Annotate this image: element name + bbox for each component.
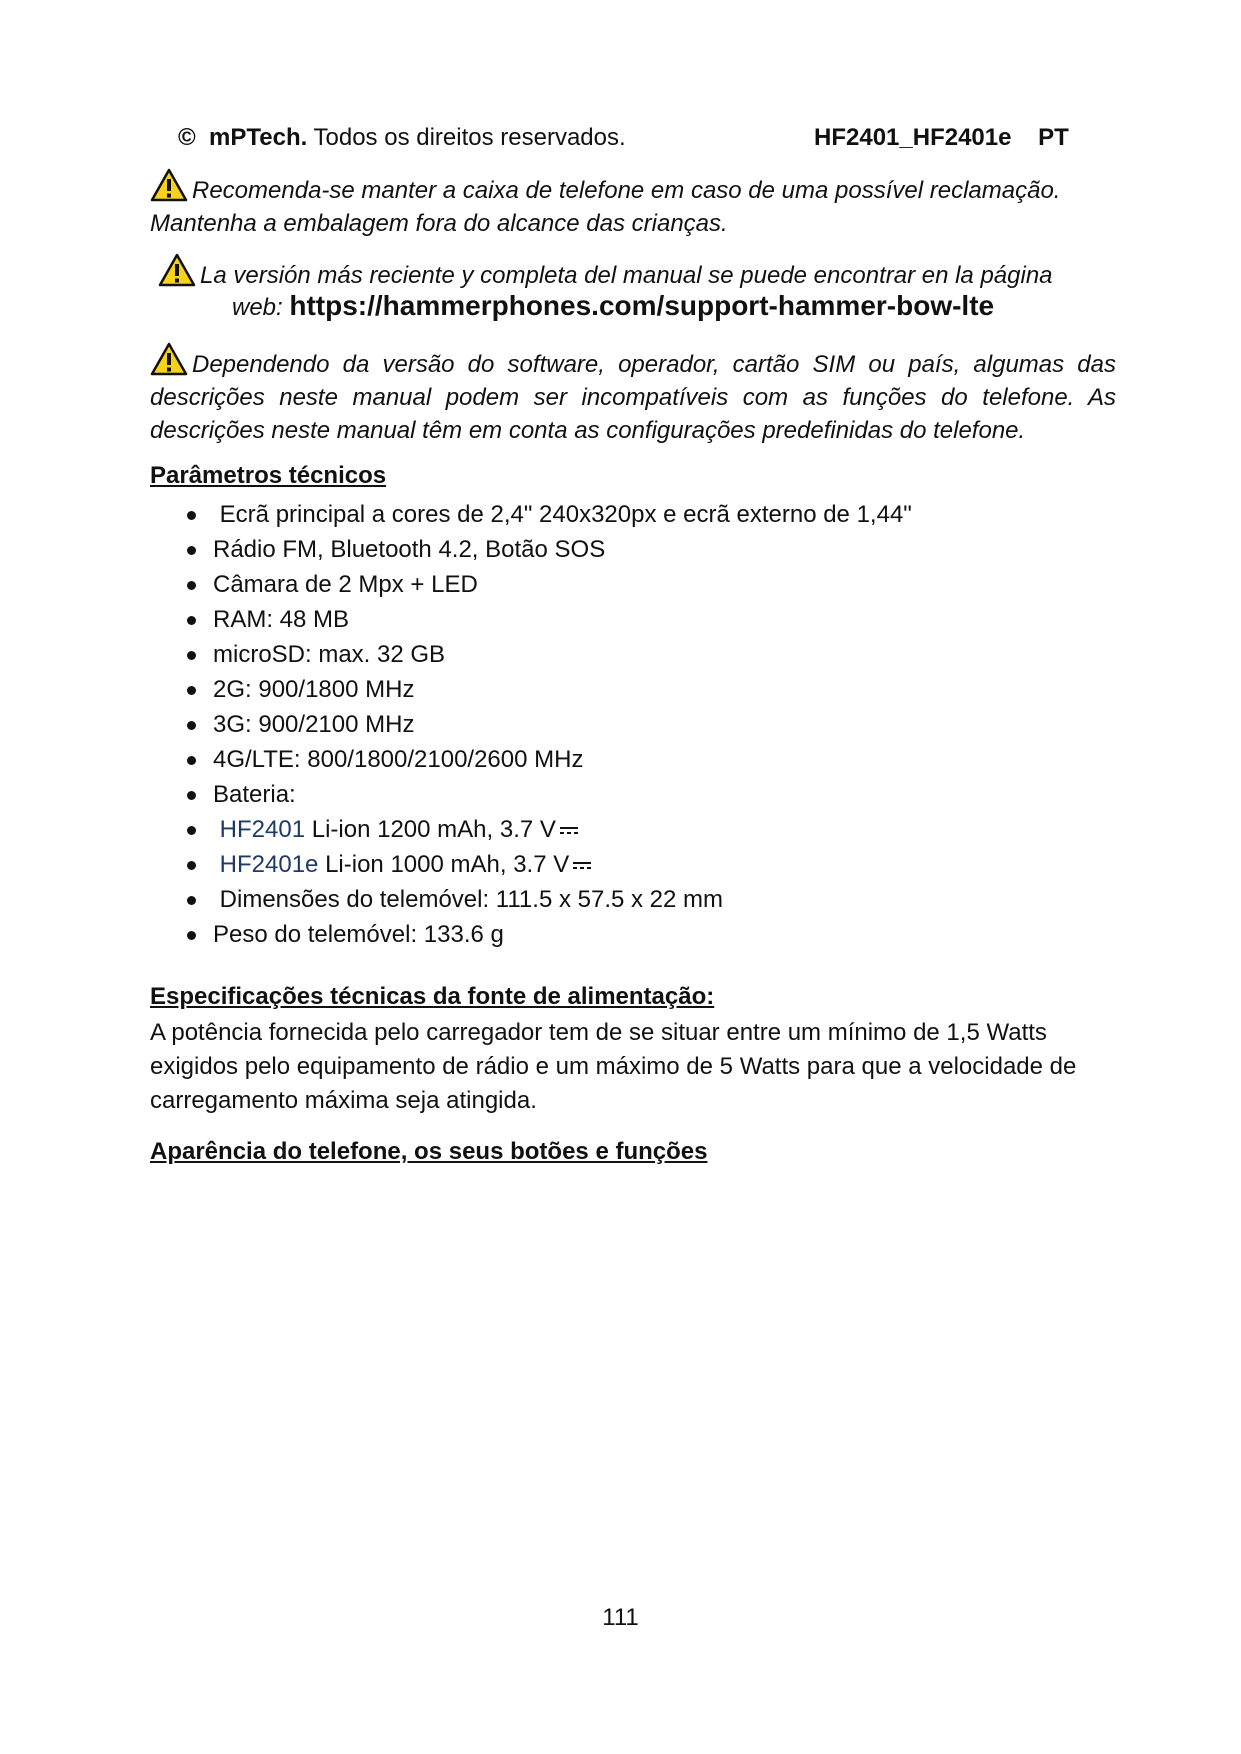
warning-software-text: Dependendo da versão do software, operador, cartão SIM ou país, algumas das descrições neste manual podem ser incompatíveis com as funções do telefone. As descrições neste manual têm em conta as configurações predefinidas do telefone.: [150, 351, 1116, 444]
page-header-left: [178, 124, 626, 152]
battery-model-hf2401: HF2401: [219, 816, 306, 843]
list-item: 4G/LTE: 800/1800/2100/2600 MHz: [185, 742, 912, 777]
bullet-icon: [187, 826, 196, 835]
power-supply-text: A potência fornecida pelo carregador tem de se situar entre um mínimo de 1,5 Watts exigidos pelo equipamento de rádio e um máximo de 5 Watts para que a velocidade de carregamento máxima seja atingida.: [150, 1019, 1077, 1114]
list-item: microSD: max. 32 GB: [185, 637, 912, 672]
bullet-icon: [187, 511, 196, 520]
list-item: Rádio FM, Bluetooth 4.2, Botão SOS: [185, 532, 912, 567]
warning-manual-text: La versión más reciente y completa del manual se puede encontrar en la página: [200, 262, 1053, 289]
bullet-icon: [187, 721, 196, 730]
manual-web-line: [232, 289, 1132, 324]
list-item: Bateria:: [185, 777, 912, 812]
dc-current-icon: [559, 826, 579, 836]
bullet-icon: [187, 931, 196, 940]
battery-spec-hf2401e: Li-ion 1000 mAh, 3.7 V: [325, 851, 570, 878]
bullet-icon: [187, 896, 196, 905]
technical-parameters-heading: Parâmetros técnicos: [150, 462, 387, 489]
warning-packaging: [150, 168, 1118, 240]
bullet-icon: [187, 616, 196, 625]
model-code: HF2401_HF2401e: [814, 124, 1012, 151]
warning-triangle-icon: [150, 342, 188, 376]
bullet-icon: [187, 651, 196, 660]
list-item: 3G: 900/2100 MHz: [185, 707, 912, 742]
warning-triangle-icon: [158, 253, 196, 287]
battery-item-hf2401e: [185, 847, 912, 882]
language-code: PT: [1038, 124, 1069, 151]
web-label: web:: [232, 294, 283, 321]
warning-manual: [158, 253, 1118, 292]
copyright-symbol: ©: [178, 124, 196, 151]
technical-parameters-list: [185, 497, 912, 952]
weight-item: Peso do telemóvel: 133.6 g: [185, 917, 912, 952]
bullet-icon: [187, 861, 196, 870]
list-item: 2G: 900/1800 MHz: [185, 672, 912, 707]
warning-packaging-text: Recomenda-se manter a caixa de telefone em caso de uma possível reclamação. Mantenha a embalagem fora do alcance das crianças.: [150, 177, 1061, 237]
warning-software: [150, 342, 1116, 447]
battery-model-hf2401e: HF2401e: [219, 851, 319, 878]
bullet-icon: [187, 791, 196, 800]
page-number: 111: [602, 1604, 639, 1631]
appearance-heading: Aparência do telefone, os seus botões e funções: [150, 1138, 708, 1165]
dc-current-icon: [572, 861, 592, 871]
company-name: mPTech.: [209, 124, 308, 151]
bullet-icon: [187, 581, 196, 590]
rights-text: Todos os direitos reservados.: [313, 124, 626, 151]
battery-spec-hf2401: Li-ion 1200 mAh, 3.7 V: [311, 816, 556, 843]
bullet-icon: [187, 756, 196, 765]
list-item: Ecrã principal a cores de 2,4" 240x320px e ecrã externo de 1,44": [185, 497, 912, 532]
bullet-icon: [187, 686, 196, 695]
manual-url-link[interactable]: https://hammerphones.com/support-hammer-bow-lte: [289, 290, 995, 321]
dimensions-item: Dimensões do telemóvel: 111.5 x 57.5 x 22 mm: [185, 882, 912, 917]
battery-item-hf2401: [185, 812, 912, 847]
list-item: RAM: 48 MB: [185, 602, 912, 637]
bullet-icon: [187, 546, 196, 555]
list-item: Câmara de 2 Mpx + LED: [185, 567, 912, 602]
warning-triangle-icon: [150, 168, 188, 202]
power-supply-heading: Especificações técnicas da fonte de alimentação:: [150, 983, 715, 1010]
page-header-right: [814, 124, 1069, 152]
